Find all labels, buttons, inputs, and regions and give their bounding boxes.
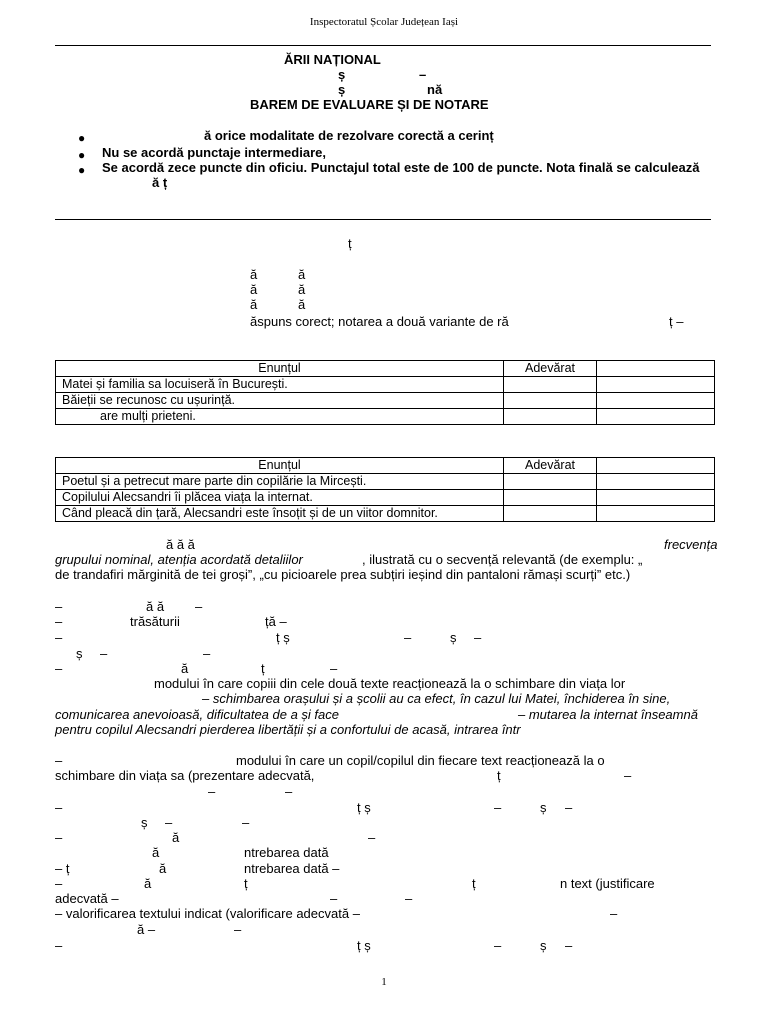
- item-c-2: ă: [298, 297, 306, 312]
- item-a-2: ă: [298, 267, 306, 282]
- dash-5a: –: [55, 661, 63, 676]
- justify-1a: –: [55, 876, 63, 891]
- header-divider: [55, 45, 711, 46]
- table-row: [56, 409, 715, 425]
- justify-2b: –: [330, 891, 338, 906]
- modul2-line-3b: –: [285, 784, 293, 799]
- dash2-2c: –: [242, 815, 250, 830]
- dash-3b: ț ș: [276, 630, 290, 645]
- section-divider: [55, 219, 711, 220]
- question-2a: – ț: [55, 861, 70, 876]
- dash2-3a: –: [55, 830, 63, 845]
- question-1a: ă: [152, 845, 160, 860]
- column-header-true: Adevărat: [504, 458, 597, 474]
- table-row: [56, 393, 715, 409]
- true-false-table-2: [55, 457, 715, 522]
- final-1e: –: [565, 938, 573, 953]
- page-title: BAREM DE EVALUARE ȘI DE NOTARE: [250, 97, 489, 112]
- dash-1b: ă ă: [146, 599, 165, 614]
- true-cell: [504, 474, 597, 490]
- dash-2b: trăsăturii: [130, 614, 180, 629]
- question-2c: ntrebarea dată –: [244, 861, 340, 876]
- table-row: [56, 474, 715, 490]
- column-header-false: [597, 458, 715, 474]
- title-line-3a: ș: [338, 82, 346, 97]
- body-line-2a: grupului nominal, atenția acordată detaliilor: [55, 552, 303, 567]
- dash-3c: –: [404, 630, 412, 645]
- dash2-3c: –: [368, 830, 376, 845]
- statement-cell: are mulți prieteni.: [56, 409, 504, 425]
- true-false-table-1: [55, 360, 715, 425]
- false-cell: [597, 474, 715, 490]
- statement-cell: Băieții se recunosc cu ușurință.: [56, 393, 504, 409]
- rule-3-cont: ă ț: [152, 175, 168, 190]
- true-cell: [504, 409, 597, 425]
- column-header-false: [597, 361, 715, 377]
- final-1b: ț ș: [357, 938, 371, 953]
- rule-1: ă orice modalitate de rezolvare corectă a cerinț: [204, 128, 494, 143]
- answer-line-end: ț –: [669, 314, 684, 329]
- title-line-3b: nă: [427, 82, 443, 97]
- modul2-line-2a: schimbare din viața sa (prezentare adecvată,: [55, 768, 315, 783]
- modul-line-3a: comunicarea anevoioasă, dificultatea de a și face: [55, 707, 340, 722]
- statement-cell: Când pleacă din țară, Alecsandri este însoțit și de un viitor domnitor.: [56, 506, 504, 522]
- table-header-row: [56, 361, 715, 377]
- bullet-icon: ●: [78, 148, 86, 162]
- title-line-1: ĂRII NAȚIONAL: [284, 52, 381, 67]
- table-row: [56, 506, 715, 522]
- dash2-1e: –: [565, 800, 573, 815]
- modul2-line-2b: ț: [497, 768, 501, 783]
- column-header-statement: Enunțul: [56, 458, 504, 474]
- page-number: 1: [381, 976, 387, 988]
- dash-2c: ță –: [265, 614, 287, 629]
- modul-line-2: – schimbarea orașului și a școlii au ca efect, în cazul lui Matei, închiderea în sine,: [202, 691, 671, 706]
- justify-1c: ț: [244, 876, 248, 891]
- dash-2a: –: [55, 614, 63, 629]
- statement-cell: Copilului Alecsandri îi plăcea viața la internat.: [56, 490, 504, 506]
- valorify-2b: –: [234, 922, 242, 937]
- statement-cell: Poetul și a petrecut mare parte din copilărie la Mircești.: [56, 474, 504, 490]
- modul2-dash: –: [55, 753, 63, 768]
- false-cell: [597, 393, 715, 409]
- question-1b: ntrebarea dată: [244, 845, 329, 860]
- dash-4b: –: [100, 646, 108, 661]
- valorify-1a: – valorificarea textului indicat (valorificare adecvată –: [55, 906, 360, 921]
- dash2-2a: ș: [141, 815, 148, 830]
- body-line-2b: , ilustrată cu o secvență relevantă (de exemplu: „: [362, 552, 643, 567]
- column-header-true: Adevărat: [504, 361, 597, 377]
- justify-1b: ă: [144, 876, 152, 891]
- institution-header: Inspectoratul Școlar Județean Iași: [309, 16, 459, 28]
- dash2-2b: –: [165, 815, 173, 830]
- dash2-1a: –: [55, 800, 63, 815]
- justify-2a: adecvată –: [55, 891, 119, 906]
- title-line-2a: ș: [338, 67, 346, 82]
- dash-3d: ș: [450, 630, 457, 645]
- dash2-1d: ș: [540, 800, 547, 815]
- table-row: [56, 490, 715, 506]
- bullet-icon: ●: [78, 163, 86, 177]
- true-cell: [504, 393, 597, 409]
- dash-4a: ș: [76, 646, 83, 661]
- false-cell: [597, 377, 715, 393]
- title-line-2b: –: [419, 67, 427, 82]
- dash-5b: ă: [181, 661, 189, 676]
- justify-1d: ț: [472, 876, 476, 891]
- item-b-1: ă: [250, 282, 258, 297]
- false-cell: [597, 490, 715, 506]
- true-cell: [504, 490, 597, 506]
- dash-4c: –: [203, 646, 211, 661]
- question-2b: ă: [159, 861, 167, 876]
- dash-1a: –: [55, 599, 63, 614]
- item-c-1: ă: [250, 297, 258, 312]
- modul2-line-1: modului în care un copil/copilul din fiecare text reacționează la o: [236, 753, 605, 768]
- valorify-2a: ă –: [137, 922, 156, 937]
- section-frag: ț: [348, 236, 352, 251]
- rule-3: Se acordă zece puncte din oficiu. Punctajul total este de 100 de puncte. Nota finală se calculează: [102, 160, 700, 175]
- true-cell: [504, 377, 597, 393]
- dash2-3b: ă: [172, 830, 180, 845]
- dash2-1c: –: [494, 800, 502, 815]
- modul2-line-3a: –: [208, 784, 216, 799]
- final-1d: ș: [540, 938, 547, 953]
- answer-line: ăspuns corect; notarea a două variante de ră: [250, 314, 509, 329]
- false-cell: [597, 409, 715, 425]
- dash-5c: ț: [261, 661, 265, 676]
- body-line-3: de trandafiri mărginită de tei groși”, „cu picioarele prea subțiri ieșind din pantaloni rămași scurți” etc.): [55, 567, 631, 582]
- dash-1c: –: [195, 599, 203, 614]
- final-1a: –: [55, 938, 63, 953]
- modul-line-1: modului în care copiii din cele două texte reacționează la o schimbare din viața lor: [154, 676, 626, 691]
- modul-line-3b: – mutarea la internat înseamnă: [518, 707, 698, 722]
- final-1c: –: [494, 938, 502, 953]
- item-a-1: ă: [250, 267, 258, 282]
- column-header-statement: Enunțul: [56, 361, 504, 377]
- statement-cell: Matei și familia sa locuiseră în București.: [56, 377, 504, 393]
- dash-3a: –: [55, 630, 63, 645]
- justify-2c: –: [405, 891, 413, 906]
- modul2-line-2c: –: [624, 768, 632, 783]
- rule-2: Nu se acordă punctaje intermediare,: [102, 145, 326, 160]
- dash-5d: –: [330, 661, 338, 676]
- justify-1e: n text (justificare: [560, 876, 655, 891]
- true-cell: [504, 506, 597, 522]
- dash2-1b: ț ș: [357, 800, 371, 815]
- table-row: [56, 377, 715, 393]
- table-header-row: [56, 458, 715, 474]
- bullet-icon: ●: [78, 131, 86, 145]
- body-frag-1: ă ă ă: [166, 537, 195, 552]
- body-right-1: frecvența: [664, 537, 718, 552]
- valorify-1b: –: [610, 906, 618, 921]
- modul-line-4: pentru copilul Alecsandri pierderea libertății și a confortului de acasă, intrarea într: [55, 722, 521, 737]
- false-cell: [597, 506, 715, 522]
- item-b-2: ă: [298, 282, 306, 297]
- dash-3e: –: [474, 630, 482, 645]
